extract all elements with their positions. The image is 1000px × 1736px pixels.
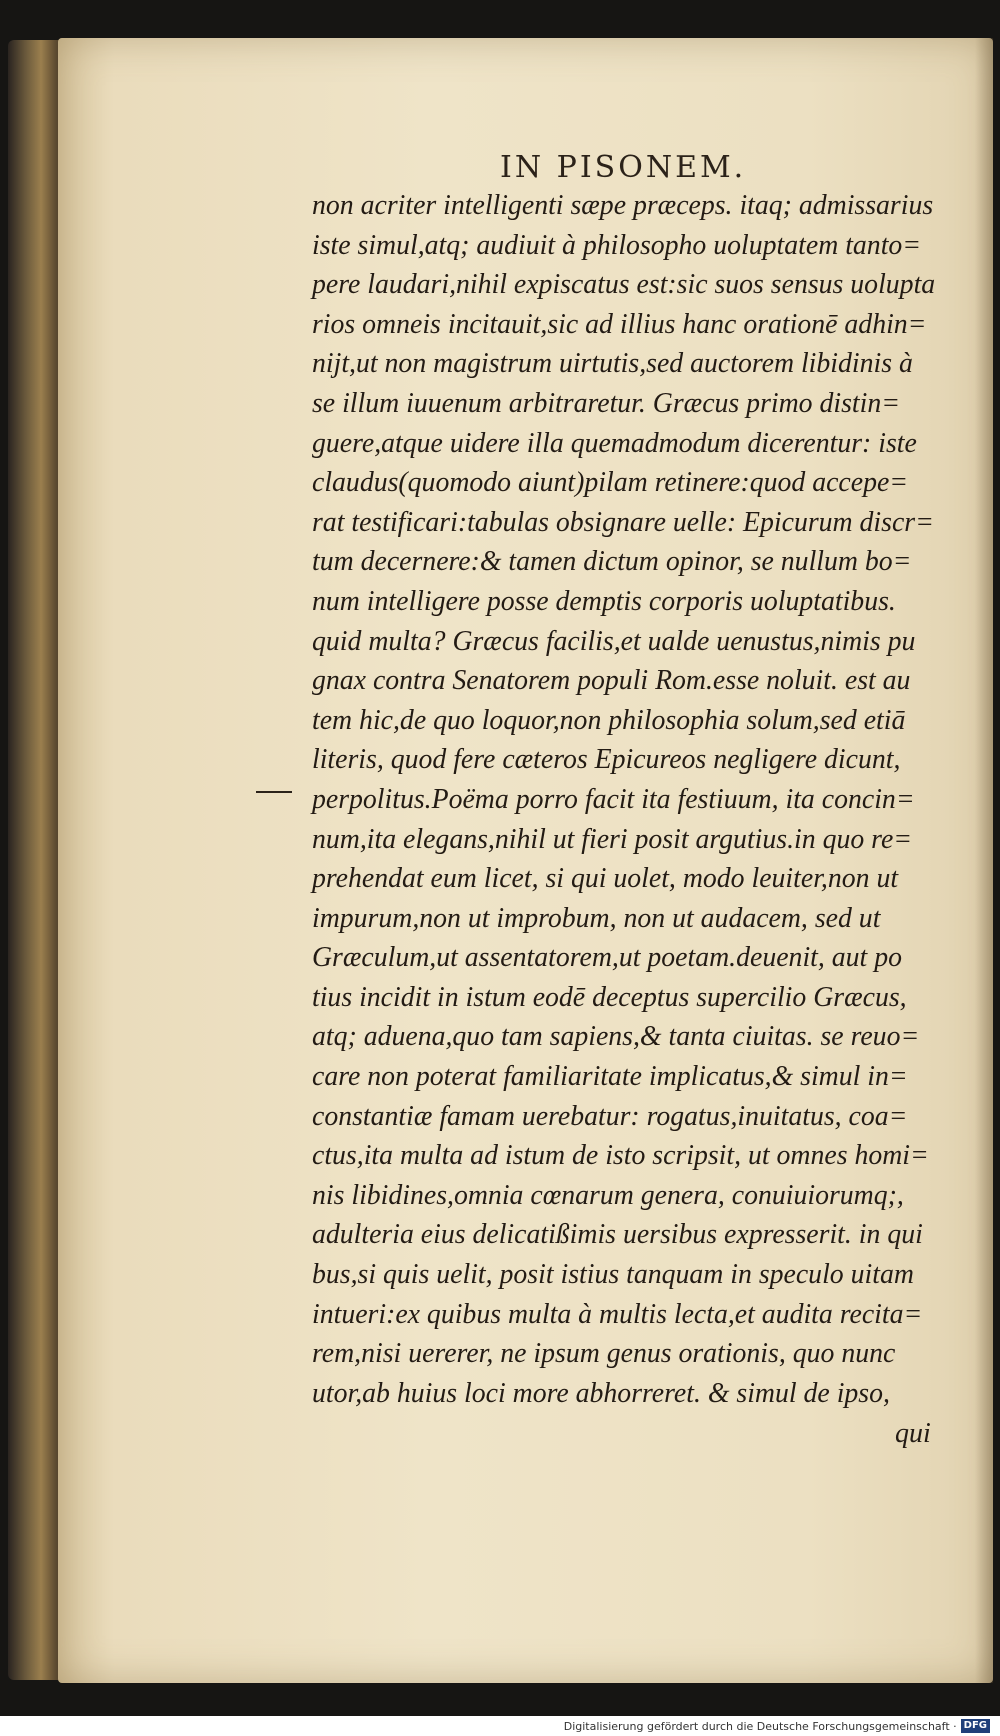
text-line: atq; aduena,quo tam sapiens,& tanta ciuitas. se reuo=	[312, 1021, 920, 1053]
text-line: prehendat eum licet, si qui uolet, modo leuiter,non ut	[312, 863, 899, 895]
margin-dash-mark	[256, 791, 292, 793]
text-line: impurum,non ut improbum, non ut audacem, sed ut	[312, 902, 881, 934]
text-line: se illum iuuenum arbitraretur. Græcus primo distin=	[312, 387, 900, 419]
text-line: constantiæ famam uerebatur: rogatus,inuitatus, coa=	[312, 1100, 908, 1132]
text-line: perpolitus.Poëma porro facit ita festiuum, ita concin=	[312, 783, 915, 815]
text-line: nis libidines,omnia cœnarum genera, conuiuiorumq;,	[312, 1179, 904, 1211]
text-block	[312, 186, 947, 1413]
text-line: guere,atque uidere illa quemadmodum dicerentur: iste	[312, 427, 917, 459]
text-line: non acriter intelligenti sæpe præceps. itaq; admissarius	[312, 190, 934, 221]
text-line: quid multa? Græcus facilis,et ualde uenustus,nimis pu	[312, 625, 916, 657]
text-line: pere laudari,nihil expiscatus est:sic suos sensus uolupta	[312, 269, 936, 301]
text-line: nijt,ut non magistrum uirtutis,sed auctorem libidinis à	[312, 348, 913, 380]
text-line: rat testificari:tabulas obsignare uelle: Epicurum discr=	[312, 506, 934, 538]
text-line: bus,si quis uelit, posit istius tanquam in speculo uitam	[312, 1259, 914, 1291]
text-line: tius incidit in istum eodē deceptus supercilio Græcus,	[312, 981, 907, 1013]
catchword: qui	[895, 1418, 931, 1449]
text-line: num intelligere posse demptis corporis uoluptatibus.	[312, 585, 896, 617]
text-line: Græculum,ut assentatorem,ut poetam.deuenit, aut po	[312, 942, 902, 974]
text-line: rios omneis incitauit,sic ad illius hanc orationē adhin=	[312, 308, 927, 340]
text-line: tem hic,de quo loquor,non philosophia solum,sed etiā	[312, 704, 906, 736]
text-line: gnax contra Senatorem populi Rom.esse noluit. est au	[312, 665, 911, 697]
text-line: tum decernere:& tamen dictum opinor, se nullum bo=	[312, 546, 912, 578]
footer-credit-bar	[0, 1716, 1000, 1736]
page-gutter-shadow	[975, 38, 993, 1683]
text-line: rem,nisi uererer, ne ipsum genus orationis, quo nunc	[312, 1338, 896, 1370]
text-line: iste simul,atq; audiuit à philosopho uoluptatem tanto=	[312, 229, 922, 261]
text-line: claudus(quomodo aiunt)pilam retinere:quod accepe=	[312, 467, 909, 499]
text-line: intueri:ex quibus multa à multis lecta,et audita recita=	[312, 1298, 923, 1330]
text-line: care non poterat familiaritate implicatus,& simul in=	[312, 1061, 908, 1093]
dfg-logo: DFG	[961, 1719, 990, 1733]
text-line: num,ita elegans,nihil ut fieri posit argutius.in quo re=	[312, 823, 913, 855]
text-line: ctus,ita multa ad istum de isto scripsit, ut omnes homi=	[312, 1140, 929, 1172]
running-head: IN PISONEM.	[500, 150, 747, 185]
text-line: adulteria eius delicatißimis uersibus expresserit. in qui	[312, 1219, 923, 1251]
text-line: literis, quod fere cæteros Epicureos negligere dicunt,	[312, 744, 901, 776]
footer-credit-text: Digitalisierung gefördert durch die Deutsche Forschungsgemeinschaft ·	[563, 1719, 957, 1733]
text-line: utor,ab huius loci more abhorreret. & simul de ipso,	[312, 1377, 890, 1409]
